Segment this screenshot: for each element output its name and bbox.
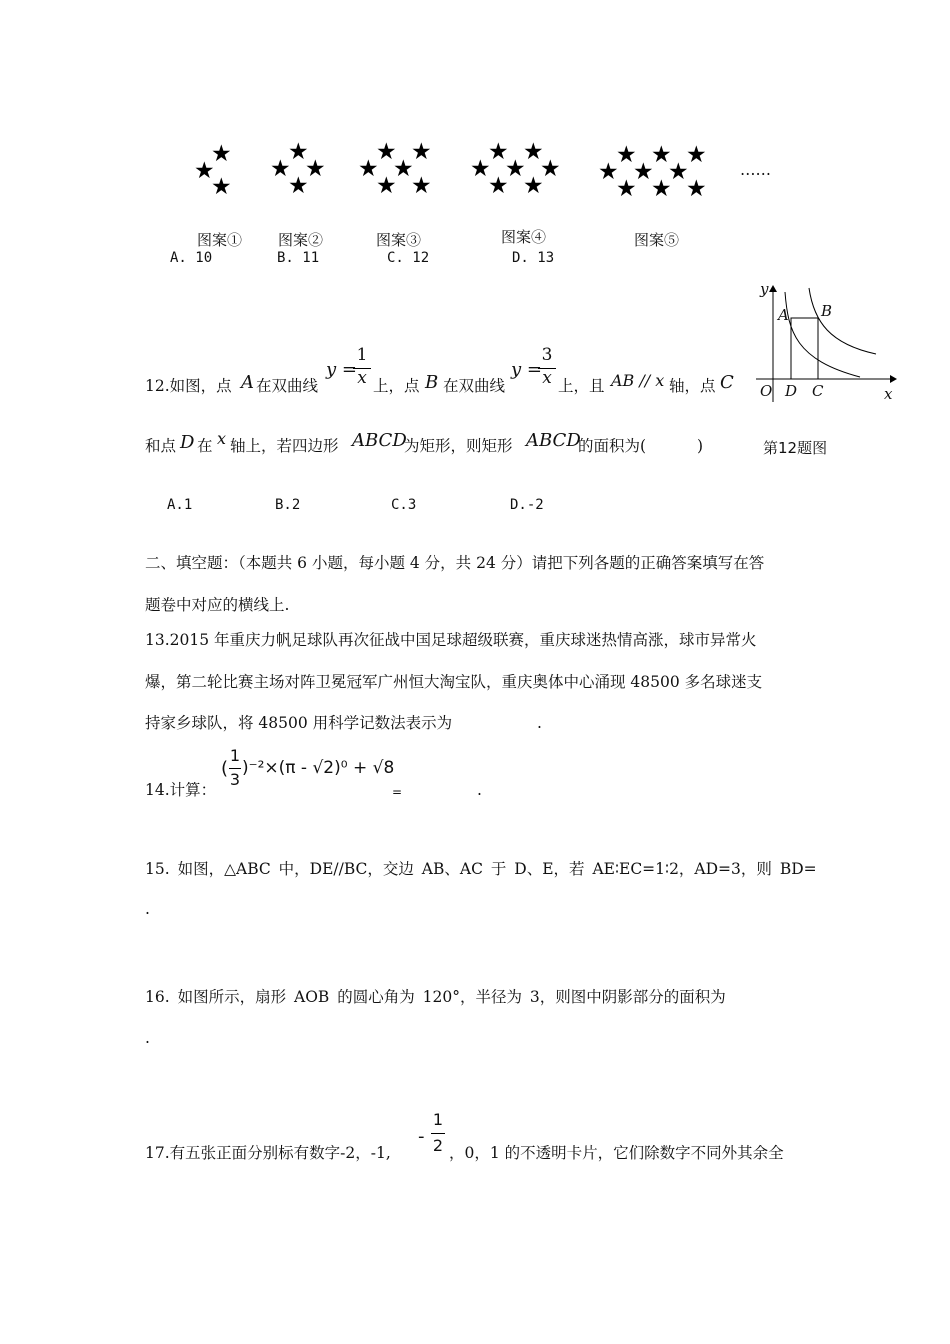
star-icon: ★ [376, 173, 397, 199]
q12-curve2-lhs: y = [511, 359, 542, 380]
q11-option-c: C. 12 [387, 250, 430, 266]
star-icon: ★ [488, 139, 509, 165]
star-icon: ★ [651, 142, 672, 168]
q12-point-c: C [720, 372, 734, 393]
pattern-label-2: 图案② [278, 231, 324, 249]
q12-mid1: 上，点 [373, 377, 420, 395]
fig-label-y: y [760, 280, 769, 298]
q12-option-b: B.2 [275, 497, 301, 513]
q12-curve2-num: 3 [541, 345, 553, 365]
q14-frac-bar [229, 768, 241, 769]
q14-equals: = [392, 785, 403, 799]
fig-label-x: x [884, 385, 893, 403]
pattern-label-1: 图案① [197, 231, 243, 249]
q13-line1: 13.2015 年重庆力帆足球队再次征战中国足球超级联赛，重庆球迷热情高涨，球市异常火 [145, 631, 757, 649]
q13-end: . [537, 714, 542, 732]
q12-on-curve2: 在双曲线 [443, 377, 506, 395]
q12-option-a: A.1 [167, 497, 193, 513]
q12-axis-text: 轴，点 [669, 377, 716, 395]
q12-in: 在 [197, 437, 213, 455]
star-icon: ★ [305, 156, 326, 182]
pattern-label-3: 图案③ [376, 231, 422, 249]
star-icon: ★ [211, 141, 232, 167]
fig-caption: 第12题图 [763, 439, 828, 457]
q12-point-d: D [180, 432, 195, 453]
q12-option-c: C.3 [391, 497, 417, 513]
star-icon: ★ [488, 173, 509, 199]
q17-frac-num: 1 [432, 1110, 444, 1129]
q17-frac-den: 2 [432, 1136, 444, 1155]
q12-is-rect: 为矩形，则矩形 [404, 437, 513, 455]
q17-frac-sign: - [418, 1126, 425, 1147]
fig-label-a: A [778, 306, 789, 324]
q12-area: 的面积为( [578, 437, 647, 455]
q17-text2: ，0，1 的不透明卡片，它们除数字不同外其余全 [449, 1144, 784, 1162]
fig-label-b: B [821, 302, 833, 320]
star-icon: ★ [505, 156, 526, 182]
q12-paren-close: ) [697, 437, 704, 455]
star-icon: ★ [358, 156, 379, 182]
star-icon: ★ [470, 156, 491, 182]
star-icon: ★ [411, 173, 432, 199]
star-icon: ★ [270, 156, 291, 182]
q12-point-b: B [425, 372, 439, 393]
star-icon: ★ [523, 173, 544, 199]
fig-label-d: D [785, 382, 798, 400]
q12-prefix: 12.如图，点 [145, 377, 232, 395]
q16-line1: 16. 如图所示，扇形 AOB 的圆心角为 120°，半径为 3，则图中阴影部分的面积为 [145, 988, 726, 1006]
star-icon: ★ [686, 142, 707, 168]
star-icon: ★ [598, 159, 619, 185]
q15-line1: 15. 如图，△ABC 中，DE//BC，交边 AB、AC 于 D、E，若 AE∶EC=1∶2，AD=3，则 BD= [145, 860, 817, 878]
pattern-label-4: 图案④ [501, 228, 547, 246]
star-icon: ★ [288, 139, 309, 165]
star-icon: ★ [686, 176, 707, 202]
star-icon: ★ [668, 159, 689, 185]
star-icon: ★ [616, 142, 637, 168]
star-icon: ★ [651, 176, 672, 202]
star-icon: ★ [288, 173, 309, 199]
q12-parallel: AB // x [611, 371, 665, 390]
q11-option-d: D. 13 [512, 250, 555, 266]
star-icon: ★ [194, 158, 215, 184]
q12-curve1-lhs: y = [326, 359, 357, 380]
q12-mid2: 上，且 [558, 377, 605, 395]
star-icon: ★ [376, 139, 397, 165]
q11-option-a: A. 10 [170, 250, 213, 266]
star-icon: ★ [411, 139, 432, 165]
section2-line2: 题卷中对应的横线上. [145, 596, 290, 614]
fig-label-c: C [812, 382, 824, 400]
star-icon: ★ [633, 159, 654, 185]
pattern-label-5: 图案⑤ [634, 231, 680, 249]
star-icon: ★ [523, 139, 544, 165]
q15-line2: . [145, 900, 150, 918]
q14-frac-den: 3 [229, 770, 241, 789]
q14-frac-num: 1 [229, 746, 241, 765]
q12-point-a: A [241, 372, 254, 393]
q14-open-paren: ( [221, 758, 229, 779]
star-icon: ★ [211, 174, 232, 200]
q17-frac-bar [431, 1133, 445, 1134]
q12-on-curve: 在双曲线 [256, 377, 319, 395]
q12-abcd-1: ABCD [352, 430, 407, 451]
q16-line2: . [145, 1029, 150, 1047]
q13-line2: 爆，第二轮比赛主场对阵卫冕冠军广州恒大淘宝队，重庆奥体中心涌现 48500 多名球迷支 [145, 673, 763, 691]
q14-expression: )⁻²×(π - √2)⁰ + √8 [242, 758, 395, 778]
q14-end: . [477, 781, 482, 799]
pattern-ellipsis: …… [740, 161, 771, 179]
q12-abcd-2: ABCD [526, 430, 581, 451]
q12-curve1-num: 1 [356, 345, 368, 365]
q12-curve2-den: x [542, 368, 552, 388]
star-icon: ★ [616, 176, 637, 202]
star-icon: ★ [393, 156, 414, 182]
q12-line2-mid: 轴上，若四边形 [230, 437, 339, 455]
section2-line1: 二、填空题：（本题共 6 小题，每小题 4 分，共 24 分）请把下列各题的正确答案填写在答 [145, 554, 765, 572]
q12-x: x [217, 429, 227, 448]
curve-3-over-x [809, 288, 876, 354]
q12-option-d: D.-2 [510, 497, 544, 513]
q13-line3: 持家乡球队，将 48500 用科学记数法表示为 [145, 714, 453, 732]
fig-label-o: O [760, 382, 773, 400]
q12-curve1-den: x [357, 368, 367, 388]
q11-option-b: B. 11 [277, 250, 320, 266]
q14-label: 14.计算： [145, 781, 217, 799]
q12-line2-start: 和点 [145, 437, 177, 455]
star-icon: ★ [540, 156, 561, 182]
q17-text1: 17.有五张正面分别标有数字-2，-1, [145, 1144, 391, 1162]
